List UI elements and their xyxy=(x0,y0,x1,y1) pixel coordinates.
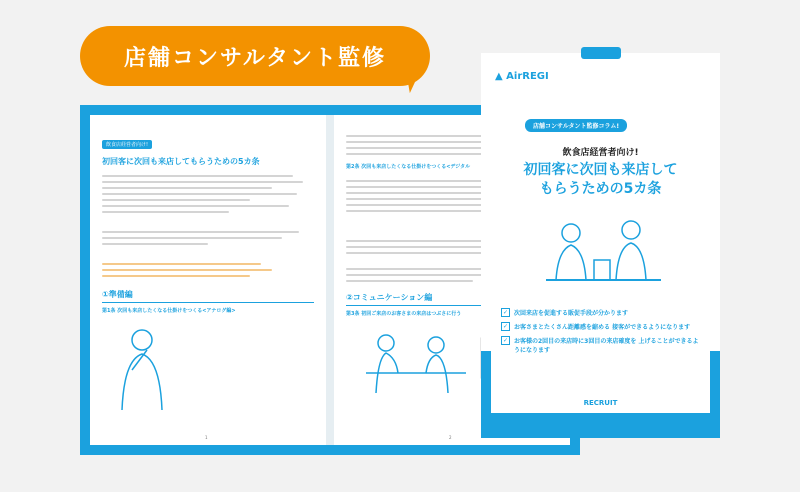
right-section-item-2: 第2条 次回も来店したくなる仕掛けをつくる<デジタル xyxy=(346,164,471,170)
check-text: お客さまとたくさん距離感を縮める 接客ができるようになります xyxy=(514,324,691,331)
supervision-badge xyxy=(80,26,430,86)
check-item xyxy=(501,336,700,354)
left-page-body xyxy=(102,175,314,277)
left-section-heading: ①準備編 xyxy=(102,290,133,299)
left-page-tag: 飲食店経営者向け! xyxy=(102,140,152,149)
check-item xyxy=(501,322,700,331)
left-section-item: 第1条 次回も来店したくなる仕掛けをつくる<アナログ編> xyxy=(102,308,236,314)
right-page-text xyxy=(346,176,492,236)
airregi-logo xyxy=(495,71,549,82)
right-page-number: 2 xyxy=(449,435,452,440)
cover-tag: 店舗コンサルタント監修コラム! xyxy=(525,119,627,132)
cover-title-line2: もらうための5カ条 xyxy=(539,181,662,197)
check-icon: ✓ xyxy=(502,337,509,344)
cover-checklist xyxy=(491,303,710,413)
right-section-heading: ②コミュニケーション編 xyxy=(346,293,433,302)
counter-illustration-icon xyxy=(536,205,666,295)
check-item xyxy=(501,308,700,317)
left-page-number: 1 xyxy=(205,435,208,440)
cover-title-line1: 初回客に次回も来店して xyxy=(523,162,678,178)
cover-page xyxy=(481,53,720,438)
right-section-item-3: 第3条 初回ご来店のお客さまの来店はつぶさに行う xyxy=(346,311,462,317)
page-fold xyxy=(326,115,334,445)
left-page-title: 初回客に次回も来店してもらうための5カ条 xyxy=(102,157,260,166)
person-illustration-icon xyxy=(102,320,182,410)
airregi-brand: AirREGI xyxy=(506,71,549,82)
triangle-logo-icon: ▲ xyxy=(495,71,507,82)
check-icon: ✓ xyxy=(502,309,509,316)
cover-subtitle: 飲食店経営者向け! xyxy=(562,148,639,158)
clipboard-clip xyxy=(581,47,621,59)
cover-title xyxy=(481,161,720,199)
left-page xyxy=(90,115,326,445)
check-text: 次回来店を促進する販促手段が分かります xyxy=(514,310,629,317)
recruit-logo: RECRUIT xyxy=(583,399,618,407)
check-icon: ✓ xyxy=(502,323,509,330)
badge-label: 店舗コンサルタント監修 xyxy=(123,45,387,71)
check-text: お客様の2回目の来店時に3回目の来店確度を 上げることができるようになります xyxy=(514,338,699,354)
